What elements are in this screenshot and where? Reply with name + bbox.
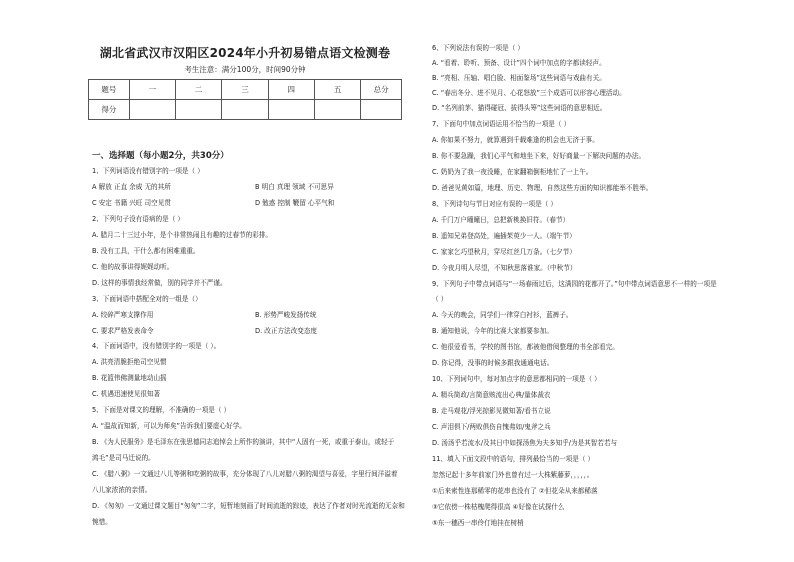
sentence-options: ①后来索性连那稀零的花串也没有了 ②但花朵从来都稀落 xyxy=(432,487,598,495)
option-line: D. 今夜月明人尽望，不知秋思落谁家。（中秋节） xyxy=(432,264,577,272)
option-line: C. 要求严格发表命令 xyxy=(92,327,154,335)
score-header-cell: 二 xyxy=(176,80,222,100)
question-line: 3、下面词语中搭配全对的一组是（） xyxy=(92,295,202,303)
question-line: 9、下列句子中带点词语与“一场春雨过后，这满园的花都开了。”句中带点词语意思不一样的一项是 xyxy=(432,280,717,288)
question-line: 11、填入下面文段中的语句，排列最恰当的一项是（ ） xyxy=(432,455,595,463)
question-line: 2、下列句子没有语病的是（ ） xyxy=(92,215,185,223)
option-line: D. 汤汤乎若流水/及其日中如探汤焦为夫多知乎/为是其智若若与 xyxy=(432,439,618,447)
question-line: 1、下列词语没有错别字的一项是（ ） xyxy=(92,167,204,175)
section-heading: 一、选择题（每小题2分，共30分） xyxy=(92,151,229,161)
option-line: A. 腊月二十三过小年，是个非常热闹且有趣的过春节的彩排。 xyxy=(92,231,273,239)
option-line: C. 声泪俱下/两败俱伤自愧弗如/鬼斧之兵 xyxy=(432,423,551,431)
score-input-cell[interactable] xyxy=(222,100,268,120)
option-line: A. 千门万户曈曈日，总把新桃换旧符。（春节） xyxy=(432,216,570,224)
exam-notice: 考生注意：满分100分，时间90分钟 xyxy=(184,65,306,74)
option-line: C. 机遇迅速使见很知著 xyxy=(92,390,161,398)
option-line: B. 走马观花/浮光掠影见微知著/看书立说 xyxy=(432,407,551,415)
option-line: A. “温故而知新，可以为师矣”告诉我们要虚心好学。 xyxy=(92,422,246,430)
option-line: C 安定 书籍 兴旺 司空见贯 xyxy=(92,199,171,207)
score-input-cell[interactable] xyxy=(361,100,402,120)
option-line: D. 《匆匆》一文通过课文题目“匆匆”二字，短暂地刻画了时间流逝的踪迹，表达了作者对时光流逝的无奈和 xyxy=(92,502,405,510)
score-header-cell: 五 xyxy=(314,80,360,100)
sentence-options: ③它依傍一株枯槐爬得很高 ④好像在试探什么 xyxy=(432,503,565,511)
score-input-cell[interactable] xyxy=(268,100,314,120)
option-line: A. 绞碎严寒支撑作用 xyxy=(92,311,154,319)
question-line: 5、下面是对课文的理解，不准确的一项是（ ） xyxy=(92,406,231,414)
passage-line: 忽然记起十多年前家门外也曾有过一大株紫藤萝，，，，，。 xyxy=(432,471,594,479)
option-line: D. 爸爸见黄如篇，地理、历史、物理、自然这些方面的知识都能举不胜举。 xyxy=(432,184,653,192)
option-line: D. 你记得，没事的时候多跟我通通电话。 xyxy=(432,359,554,367)
score-table-header-row xyxy=(89,80,402,100)
option-line: B 明白 真理 领域 不可思异 xyxy=(255,183,334,191)
option-line: B. 通知他说，今年的比赛大家都要参加。 xyxy=(432,327,553,335)
option-line: C. “春出冬分、进不见月、心花怒放”三个成语可以形容心理活动。 xyxy=(432,89,626,97)
option-line: C. 奶奶为了我一夜没睡，在家翻箱倒柜地忙了一上午。 xyxy=(432,168,593,176)
score-table xyxy=(88,79,402,120)
score-header-cell: 一 xyxy=(129,80,175,100)
score-input-cell[interactable] xyxy=(314,100,360,120)
score-input-cell[interactable] xyxy=(129,100,175,120)
question-line: 4、下面词语中，没有错别字的一项是（ ）。 xyxy=(92,342,221,350)
option-line: B. 《为人民服务》是毛泽东在张思德同志追悼会上所作的演讲，其中“人固有一死，或重于泰山，或轻于 xyxy=(92,438,395,446)
question-line: 10、下列词句中，每对加点字的意思都相同的一项是（ ） xyxy=(432,375,601,383)
option-line: C. 他的故事讲得娓娓动听。 xyxy=(92,263,174,271)
option-line: A. 你如果不努力，就算遇到千载难逢的机会也无济于事。 xyxy=(432,136,599,144)
score-header-cell: 四 xyxy=(268,80,314,100)
answer-blank: （ ） xyxy=(432,295,448,303)
option-line-continued: 鸿毛”是司马迁说的。 xyxy=(92,454,155,462)
option-line-continued: 惋惜。 xyxy=(92,518,112,526)
exam-title: 湖北省武汉市汉阳区2024年小升初易错点语文检测卷 xyxy=(99,46,391,60)
option-line: D. 改正方法改变态度 xyxy=(255,327,318,335)
option-line: A 解放 正直 余威 无的其所 xyxy=(92,183,171,191)
option-line: A. 精兵简政/言简意赅流出心典/量体裁衣 xyxy=(432,391,551,399)
option-line: D 勉惑 控制 鞭留 心平气和 xyxy=(255,199,335,207)
option-line: A. 洪亮清脆拒绝司空见惯 xyxy=(92,358,167,366)
option-line: D. “名列前茅、猫得碰冠、拔得头筹”这些词语的意思相近。 xyxy=(432,104,607,112)
question-line: 6、下列说法有误的一项是（ ） xyxy=(432,44,525,52)
option-line: C. 《腊八粥》一文通过八儿等粥和吃粥的故事，充分体现了八儿对腊八粥的渴望与喜爱，字里行间洋溢着 xyxy=(92,470,398,478)
score-row-label: 得分 xyxy=(89,100,130,120)
option-line: B. 没有工具，干什么都有困难重重。 xyxy=(92,247,200,255)
sentence-options: ⑤东一穗西一串伶仃地挂在树梢 xyxy=(432,519,524,527)
option-line: C. 他很爱看书，学校的图书馆，都被他借阅整理的书全部看完。 xyxy=(432,343,619,351)
option-line: B. 形势严峻发扬传统 xyxy=(255,311,317,319)
option-line: B. “亮相、压轴、唱白脸、相面鉴场”这些词语与戏曲有关。 xyxy=(432,74,606,82)
score-header-cell: 三 xyxy=(222,80,268,100)
score-input-cell[interactable] xyxy=(176,100,222,120)
option-line: C. 家家乞巧望秋月，穿尽红丝几万条。（七夕节） xyxy=(432,248,576,256)
option-line: A. 今天的晚会，同学们一律穿白衬衫，蓝裤子。 xyxy=(432,311,573,319)
option-line: B. 你不要急躁，我们心平气和地坐下来，好好商量一下解决问题的办法。 xyxy=(432,152,646,160)
option-line-continued: 八儿家浓浓的亲情。 xyxy=(92,486,152,494)
score-header-cell: 题号 xyxy=(89,80,130,100)
option-line: B. 花篮伟佛测量地动山摇 xyxy=(92,374,167,382)
question-line: 8、下列诗句与节日对应有误的一项是（ ） xyxy=(432,200,557,208)
option-line: A. “看着、聆听、预备、设计”四个词中加点的字都读轻声。 xyxy=(432,59,606,67)
question-line: 7、下面句中加点词语运用不恰当的一项是（ ） xyxy=(432,120,571,128)
score-table-score-row xyxy=(89,100,402,120)
option-line: D. 这样的事情我经常做，别的同学并不严谨。 xyxy=(92,279,227,287)
option-line: B. 遥知兄弟登高处，遍插茱萸少一人。（端午节） xyxy=(432,232,576,240)
score-header-cell: 总分 xyxy=(361,80,402,100)
